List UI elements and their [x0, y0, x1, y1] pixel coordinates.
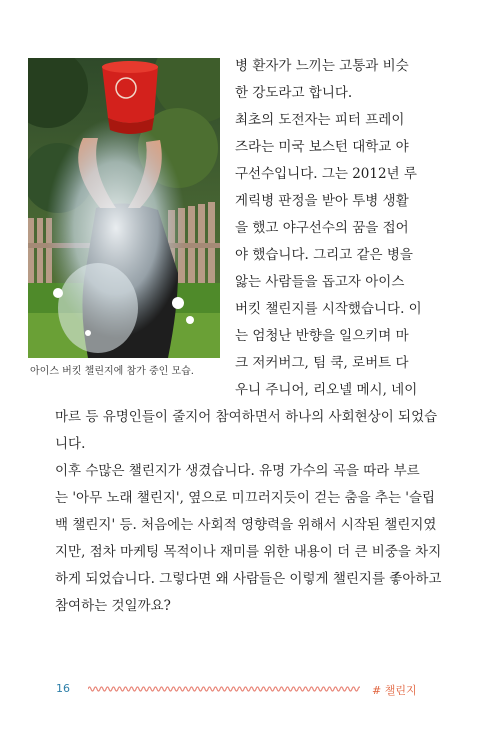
photo-caption: 아이스 버킷 챌린지에 참가 중인 모습.	[30, 366, 194, 377]
body-line: 크 저커버그, 팀 쿡, 로버트 다	[235, 355, 409, 371]
ice-bucket-photo	[28, 58, 220, 358]
body-line: 을 했고 야구선수의 꿈을 접어	[235, 220, 409, 236]
body-line: 이후 수많은 챌린지가 생겼습니다. 유명 가수의 곡을 따라 부르	[55, 463, 420, 479]
body-line: 참여하는 것일까요?	[55, 598, 171, 614]
body-line: 병 환자가 느끼는 고통과 비슷	[235, 58, 409, 74]
body-line: 우니 주니어, 리오넬 메시, 네이	[235, 382, 418, 398]
body-line: 는 엄청난 반향을 일으키며 마	[235, 328, 409, 344]
page-number: 16	[56, 682, 70, 695]
body-line: 앓는 사람들을 돕고자 아이스	[235, 274, 405, 290]
body-line: 백 챌린지' 등. 처음에는 사회적 영향력을 위해서 시작된 챌린지였	[55, 517, 437, 533]
body-line: 게릭병 판정을 받아 투병 생활	[235, 193, 409, 209]
body-line: 즈라는 미국 보스턴 대학교 야	[235, 139, 409, 155]
body-line: 하게 되었습니다. 그렇다면 왜 사람들은 이렇게 챌린지를 좋아하고	[55, 571, 442, 587]
body-line: 최초의 도전자는 피터 프레이	[235, 112, 405, 128]
wavy-divider	[88, 684, 360, 694]
chapter-tag: # 챌린지	[372, 684, 417, 697]
body-line: 는 '아무 노래 챌린지', 옆으로 미끄러지듯이 걷는 춤을 추는 '슬립	[55, 490, 436, 506]
body-line: 마르 등 유명인들이 줄지어 참여하면서 하나의 사회현상이 되었습	[55, 409, 438, 425]
body-line: 니다.	[55, 436, 86, 452]
body-line: 구선수입니다. 그는 2012년 루	[235, 166, 417, 182]
body-line: 야 했습니다. 그리고 같은 병을	[235, 247, 413, 263]
body-line: 한 강도라고 합니다.	[235, 85, 353, 101]
body-line: 지만, 점차 마케팅 목적이나 재미를 위한 내용이 더 큰 비중을 차지	[55, 544, 442, 560]
body-line: 버킷 챌린지를 시작했습니다. 이	[235, 301, 422, 317]
